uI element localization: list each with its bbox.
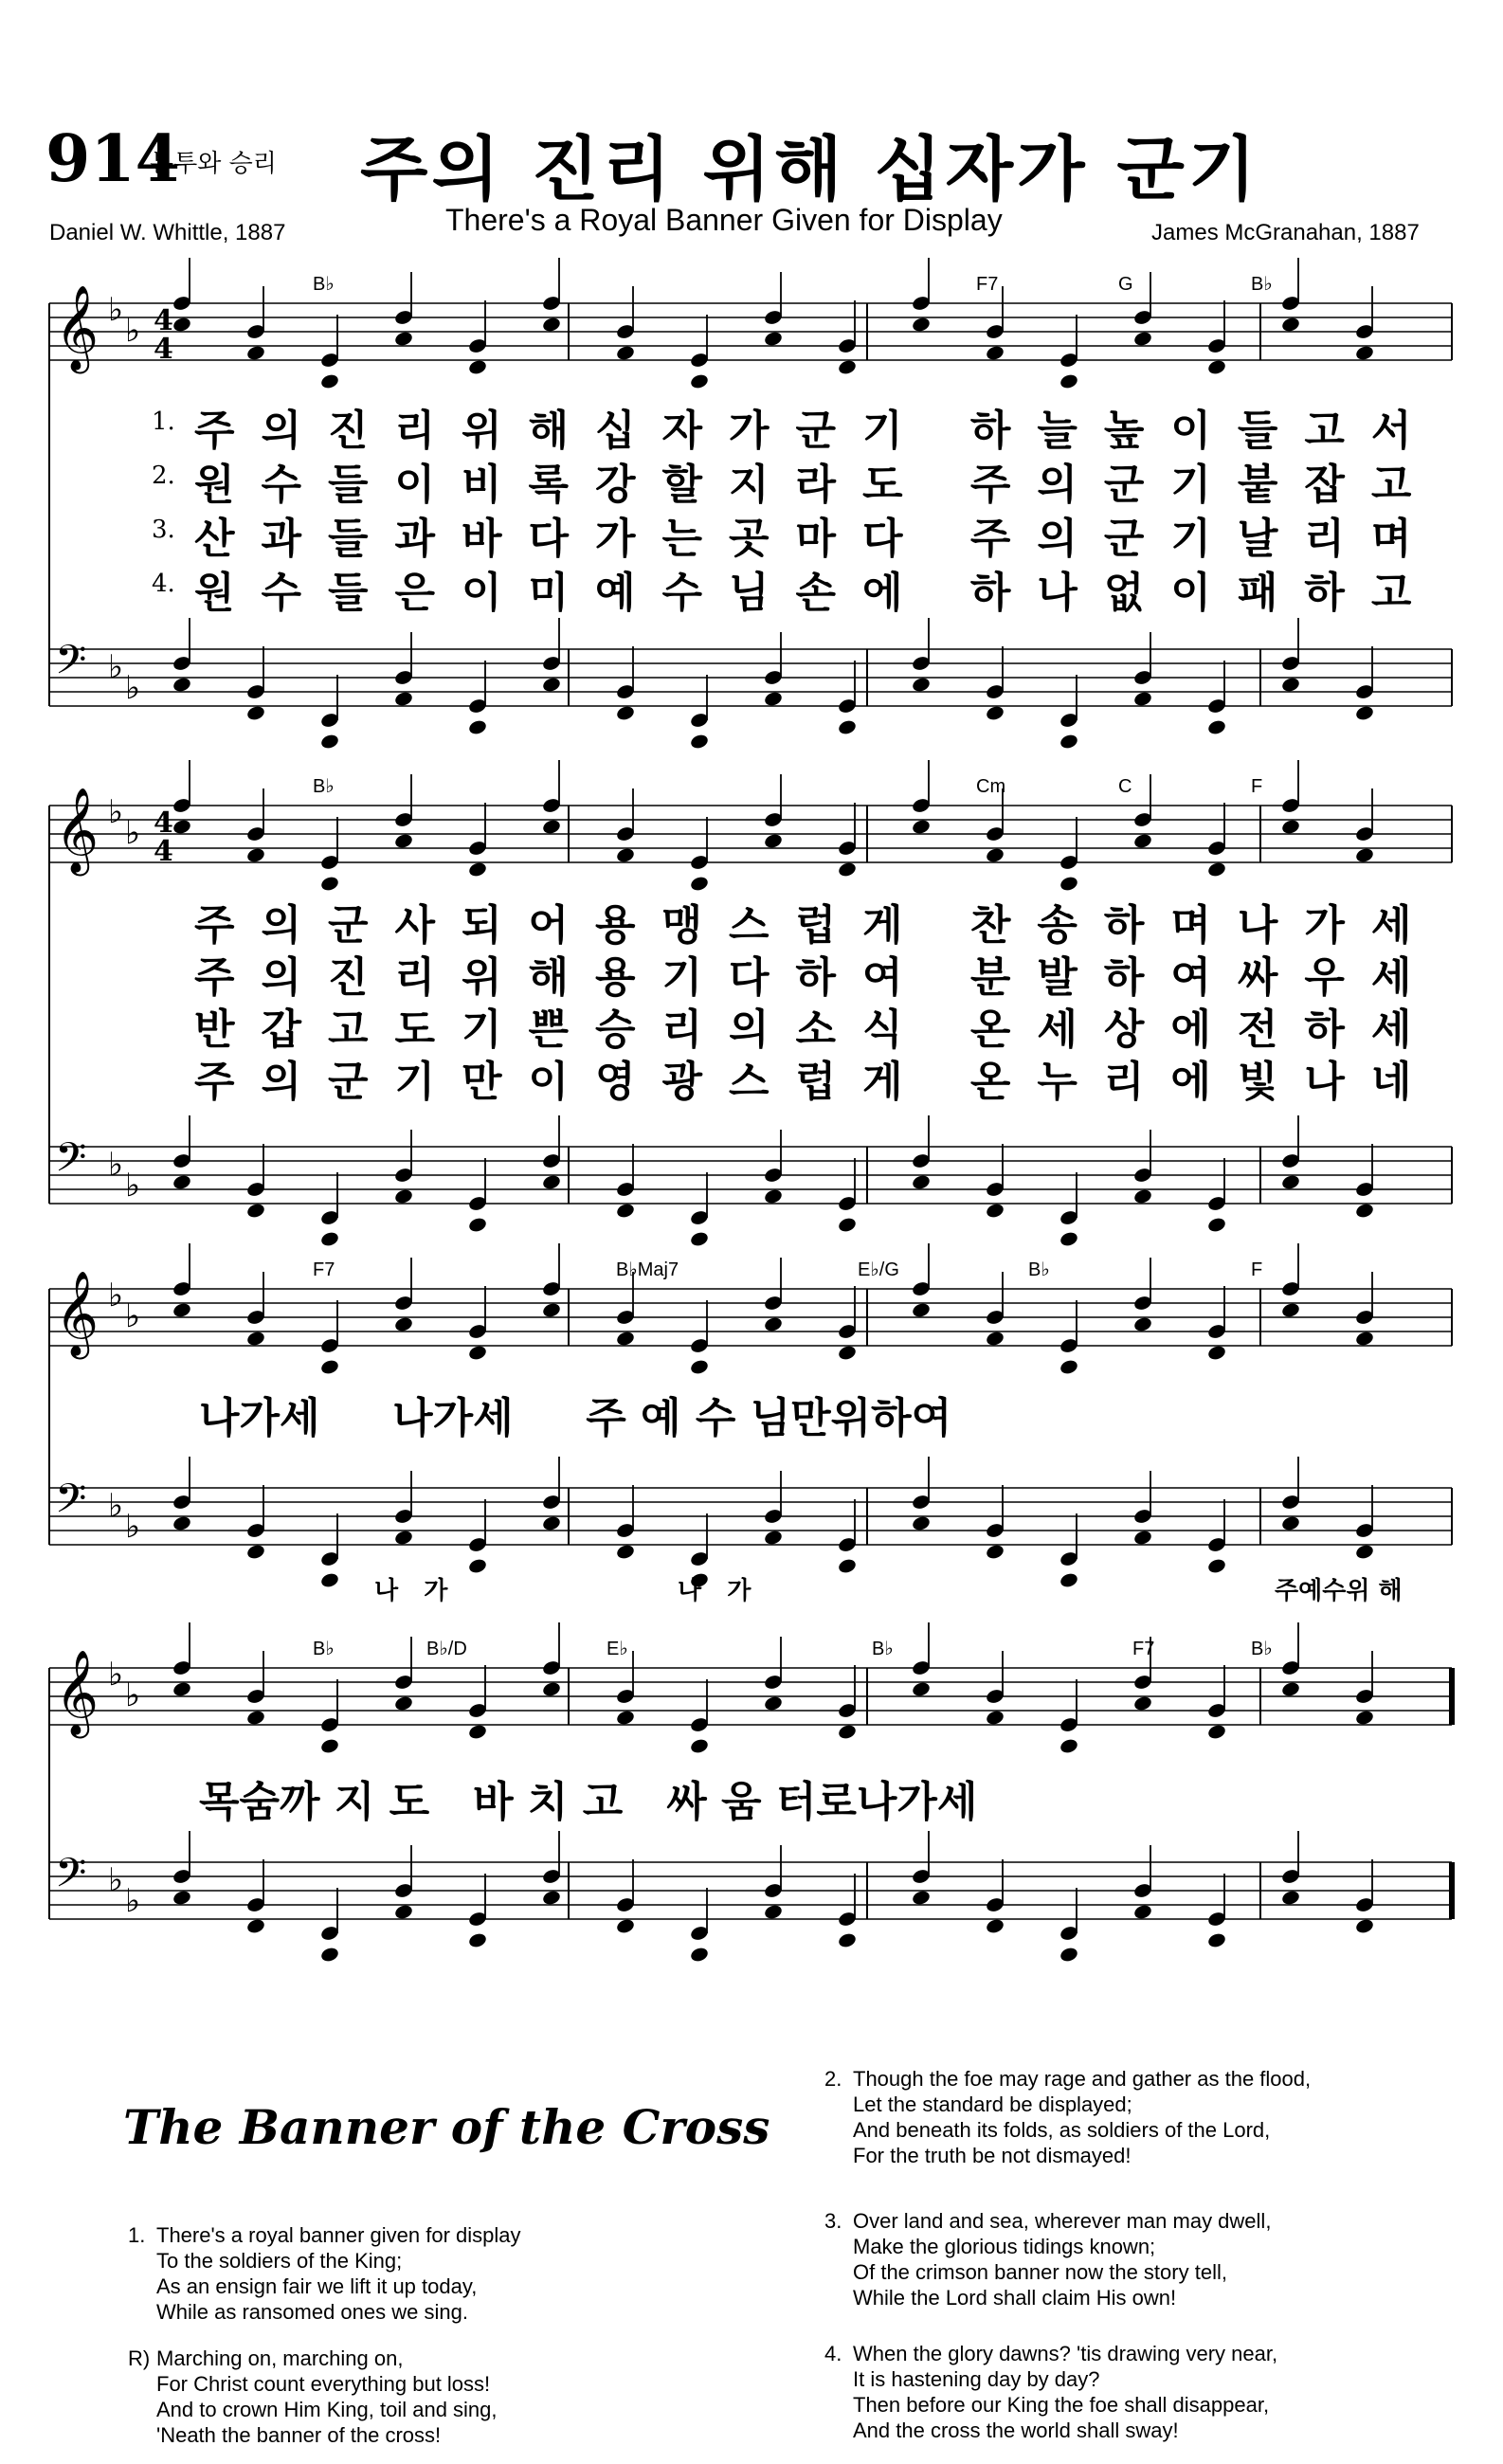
notehead (1206, 1344, 1226, 1361)
chord-symbol: Cm (976, 776, 1006, 797)
notehead (1206, 358, 1226, 375)
notehead (985, 704, 1005, 721)
notehead (1132, 330, 1152, 347)
notehead (541, 1514, 561, 1531)
notehead (172, 1889, 191, 1906)
notehead (837, 861, 857, 878)
notehead (393, 690, 413, 707)
verse-lyric: 원수들은이미예수님손에 하나없이패하고 (194, 569, 1439, 617)
notehead (1354, 846, 1374, 863)
refrain-lyric: 목숨까 지 도 바 치 고 싸 움 터로나가세 (199, 1778, 978, 1826)
key-flat: ♭ (125, 1882, 141, 1920)
notehead (467, 1723, 487, 1740)
chord-symbol: B♭ (1028, 1259, 1050, 1280)
notehead (1132, 1315, 1152, 1332)
verse-lyric: 주의군사되어용맹스럽게 찬송하며나가세 (194, 901, 1439, 950)
notehead (911, 818, 931, 835)
verse-lyric: 주의진리위해십자가군기 하늘높이들고서 (194, 407, 1439, 455)
notehead (837, 1216, 857, 1233)
notehead (985, 1202, 1005, 1219)
notehead (763, 1694, 783, 1712)
notehead (319, 733, 339, 750)
title-korean: 주의 진리 위해 십자가 군기 (360, 129, 1260, 210)
chord-symbol: F (1251, 776, 1263, 797)
notehead (763, 1187, 783, 1205)
notehead (319, 1230, 339, 1247)
notehead (1354, 1330, 1374, 1347)
notehead (1280, 1173, 1300, 1190)
notehead (1280, 1514, 1300, 1531)
chord-symbol: G (1118, 274, 1133, 295)
chord-symbol: B♭ (1251, 1639, 1273, 1659)
notehead (1059, 372, 1078, 390)
chord-symbol: B♭/D (426, 1639, 467, 1659)
english-verse-4: 4. When the glory dawns? 'tis drawing very near, It is hastening day by day? Then before our King the foe shall disappear, And the cross the world shall sway! (824, 2342, 1278, 2442)
title-english: There's a Royal Banner Given for Display (445, 203, 1003, 237)
notehead (1280, 676, 1300, 693)
notehead (1132, 1903, 1152, 1920)
key-flat: ♭ (125, 312, 141, 350)
notehead (319, 1737, 339, 1754)
notehead (467, 1344, 487, 1361)
verse-lyric: 원수들이비록강할지라도 주의군기붙잡고 (194, 461, 1439, 509)
notehead (1059, 1571, 1078, 1588)
notehead (172, 676, 191, 693)
treble-clef: 𝄞 (55, 285, 100, 371)
notehead (541, 1301, 561, 1318)
notehead (615, 1330, 635, 1347)
notehead (689, 1737, 709, 1754)
chord-symbol: B♭ (313, 776, 335, 797)
time-signature: 4 (154, 304, 173, 337)
notehead (245, 1330, 265, 1347)
key-flat: ♭ (108, 291, 124, 329)
notehead (837, 358, 857, 375)
notehead (245, 704, 265, 721)
notehead (1206, 718, 1226, 735)
notehead (1280, 818, 1300, 835)
refrain-lyric: 나가세 나가세 주 예 수 님만위하여 (199, 1394, 952, 1442)
notehead (1132, 1187, 1152, 1205)
notehead (615, 1709, 635, 1726)
notehead (911, 316, 931, 333)
notehead (911, 1889, 931, 1906)
notehead (1132, 832, 1152, 849)
hymn-number: 914 (45, 121, 180, 197)
treble-clef: 𝄞 (55, 788, 100, 873)
notehead (1354, 1543, 1374, 1560)
bass-clef: 𝄢 (55, 1134, 87, 1191)
notehead (393, 1529, 413, 1546)
notehead (1059, 1358, 1078, 1375)
notehead (319, 1946, 339, 1963)
notehead (837, 1723, 857, 1740)
notehead (467, 1557, 487, 1574)
english-verse-2: 2. Though the foe may rage and gather as the flood, Let the standard be displayed; And beneath its folds, as soldiers of the Lord, For the truth be not dismayed! (824, 2067, 1312, 2167)
author: Daniel W. Whittle, 1887 (49, 220, 286, 245)
treble-clef: 𝄞 (55, 1271, 100, 1356)
chord-symbol: F7 (1132, 1639, 1155, 1659)
verse-lyric: 반갑고도기쁜승리의소식 온세상에전하세 (194, 1006, 1439, 1054)
notehead (393, 1315, 413, 1332)
notehead (615, 1543, 635, 1560)
notehead (911, 1301, 931, 1318)
verse-number: 3. (152, 516, 175, 544)
notehead (1059, 1230, 1078, 1247)
notehead (245, 344, 265, 361)
key-flat: ♭ (108, 1146, 124, 1184)
key-flat: ♭ (108, 648, 124, 686)
notehead (467, 1216, 487, 1233)
notehead (1354, 1709, 1374, 1726)
chord-symbol: B♭ (313, 274, 335, 295)
bass-clef: 𝄢 (55, 1476, 87, 1532)
notehead (615, 1202, 635, 1219)
notehead (1280, 1680, 1300, 1697)
notehead (467, 718, 487, 735)
key-flat: ♭ (125, 669, 141, 707)
notehead (172, 1514, 191, 1531)
key-flat: ♭ (125, 1297, 141, 1335)
notehead (467, 861, 487, 878)
chord-symbol: B♭ (1251, 274, 1273, 295)
notehead (763, 1903, 783, 1920)
key-flat: ♭ (125, 1676, 141, 1714)
notehead (393, 1903, 413, 1920)
notehead (837, 1344, 857, 1361)
chord-symbol: E♭ (607, 1639, 628, 1659)
notehead (467, 358, 487, 375)
notehead (763, 832, 783, 849)
english-title: The Banner of the Cross (123, 2099, 770, 2155)
chord-symbol: E♭/G (858, 1259, 899, 1280)
notehead (689, 1946, 709, 1963)
notehead (615, 344, 635, 361)
notehead (689, 1230, 709, 1247)
notehead (245, 1709, 265, 1726)
notehead (245, 1917, 265, 1934)
key-flat: ♭ (125, 814, 141, 852)
notehead (837, 1557, 857, 1574)
notehead (319, 1358, 339, 1375)
notehead (689, 372, 709, 390)
notehead (689, 1358, 709, 1375)
notehead (985, 846, 1005, 863)
notehead (985, 1330, 1005, 1347)
composer: James McGranahan, 1887 (1151, 220, 1420, 245)
notehead (319, 875, 339, 892)
notehead (1132, 1694, 1152, 1712)
bass-lyric: 나 가 (374, 1577, 448, 1605)
notehead (172, 1173, 191, 1190)
verse-number: 1. (152, 408, 175, 436)
notehead (172, 1680, 191, 1697)
notehead (1280, 1889, 1300, 1906)
hymn-category: 분투와 승리 (150, 150, 277, 178)
notehead (763, 330, 783, 347)
notehead (1206, 1557, 1226, 1574)
notehead (467, 1931, 487, 1948)
notehead (985, 1917, 1005, 1934)
notehead (245, 1202, 265, 1219)
notehead (541, 818, 561, 835)
chord-symbol: B♭ (313, 1639, 335, 1659)
verse-lyric: 주의진리위해용기다하여 분발하여싸우세 (194, 953, 1439, 1002)
notehead (689, 875, 709, 892)
notehead (1059, 1946, 1078, 1963)
notehead (541, 316, 561, 333)
notehead (1354, 1917, 1374, 1934)
notehead (837, 1931, 857, 1948)
notehead (911, 1514, 931, 1531)
bass-lyric: 나 가 (678, 1577, 752, 1605)
notehead (985, 1709, 1005, 1726)
english-refrain: R) Marching on, marching on, For Christ count everything but loss! And to crown Him King, toil and sing, 'Neath the banner of the cross! (128, 2346, 498, 2447)
key-flat: ♭ (125, 1508, 141, 1546)
notehead (245, 1543, 265, 1560)
notehead (541, 676, 561, 693)
notehead (1059, 1737, 1078, 1754)
notehead (393, 832, 413, 849)
notehead (985, 1543, 1005, 1560)
notehead (172, 316, 191, 333)
notehead (393, 1187, 413, 1205)
chord-symbol: F7 (976, 274, 999, 295)
key-flat: ♭ (108, 793, 124, 831)
chord-symbol: B♭ (872, 1639, 894, 1659)
time-signature: 4 (154, 835, 173, 868)
bass-lyric: 주예수위 해 (1275, 1577, 1403, 1605)
notehead (1280, 316, 1300, 333)
chord-symbol: B♭Maj7 (616, 1259, 679, 1280)
key-flat: ♭ (108, 1656, 124, 1694)
notehead (393, 1694, 413, 1712)
notehead (985, 344, 1005, 361)
notehead (172, 1301, 191, 1318)
time-signature: 4 (154, 806, 173, 840)
verse-number: 4. (152, 570, 175, 598)
chord-symbol: F7 (313, 1259, 335, 1280)
verse-number: 2. (152, 462, 175, 490)
bass-clef: 𝄢 (55, 1850, 87, 1907)
notehead (1206, 1931, 1226, 1948)
notehead (615, 704, 635, 721)
chord-symbol: C (1118, 776, 1132, 797)
notehead (541, 1889, 561, 1906)
notehead (911, 1173, 931, 1190)
notehead (1132, 1529, 1152, 1546)
verse-lyric: 산과들과바다가는곳마다 주의군기날리며 (194, 515, 1439, 563)
notehead (1354, 704, 1374, 721)
notehead (911, 1680, 931, 1697)
notehead (319, 1571, 339, 1588)
time-signature: 4 (154, 333, 173, 366)
key-flat: ♭ (108, 1861, 124, 1899)
chord-symbol: F (1251, 1259, 1263, 1280)
notehead (763, 690, 783, 707)
notehead (319, 372, 339, 390)
bass-clef: 𝄢 (55, 637, 87, 694)
notehead (1059, 733, 1078, 750)
notehead (911, 676, 931, 693)
key-flat: ♭ (108, 1487, 124, 1525)
notehead (1132, 690, 1152, 707)
notehead (1206, 1723, 1226, 1740)
notehead (763, 1529, 783, 1546)
key-flat: ♭ (125, 1167, 141, 1205)
notehead (1280, 1301, 1300, 1318)
notehead (541, 1173, 561, 1190)
treble-clef: 𝄞 (55, 1650, 100, 1735)
english-verse-3: 3. Over land and sea, wherever man may dwell, Make the glorious tidings known; Of the crimson banner now the story tell, While the Lord shall claim His own! (824, 2209, 1272, 2310)
notehead (541, 1680, 561, 1697)
notehead (1059, 875, 1078, 892)
notehead (1206, 1216, 1226, 1233)
key-flat: ♭ (108, 1277, 124, 1314)
notehead (172, 818, 191, 835)
english-verse-1: 1. There's a royal banner given for display To the soldiers of the King; As an ensign fair we lift it up today, While as ransomed ones we sing. (128, 2223, 521, 2324)
notehead (1354, 1202, 1374, 1219)
notehead (1206, 861, 1226, 878)
notehead (763, 1315, 783, 1332)
notehead (615, 846, 635, 863)
notehead (1354, 344, 1374, 361)
verse-lyric: 주의군기만이영광스럽게 온누리에빛나네 (194, 1058, 1439, 1106)
notehead (393, 330, 413, 347)
notehead (689, 733, 709, 750)
notehead (245, 846, 265, 863)
notehead (837, 718, 857, 735)
notehead (615, 1917, 635, 1934)
